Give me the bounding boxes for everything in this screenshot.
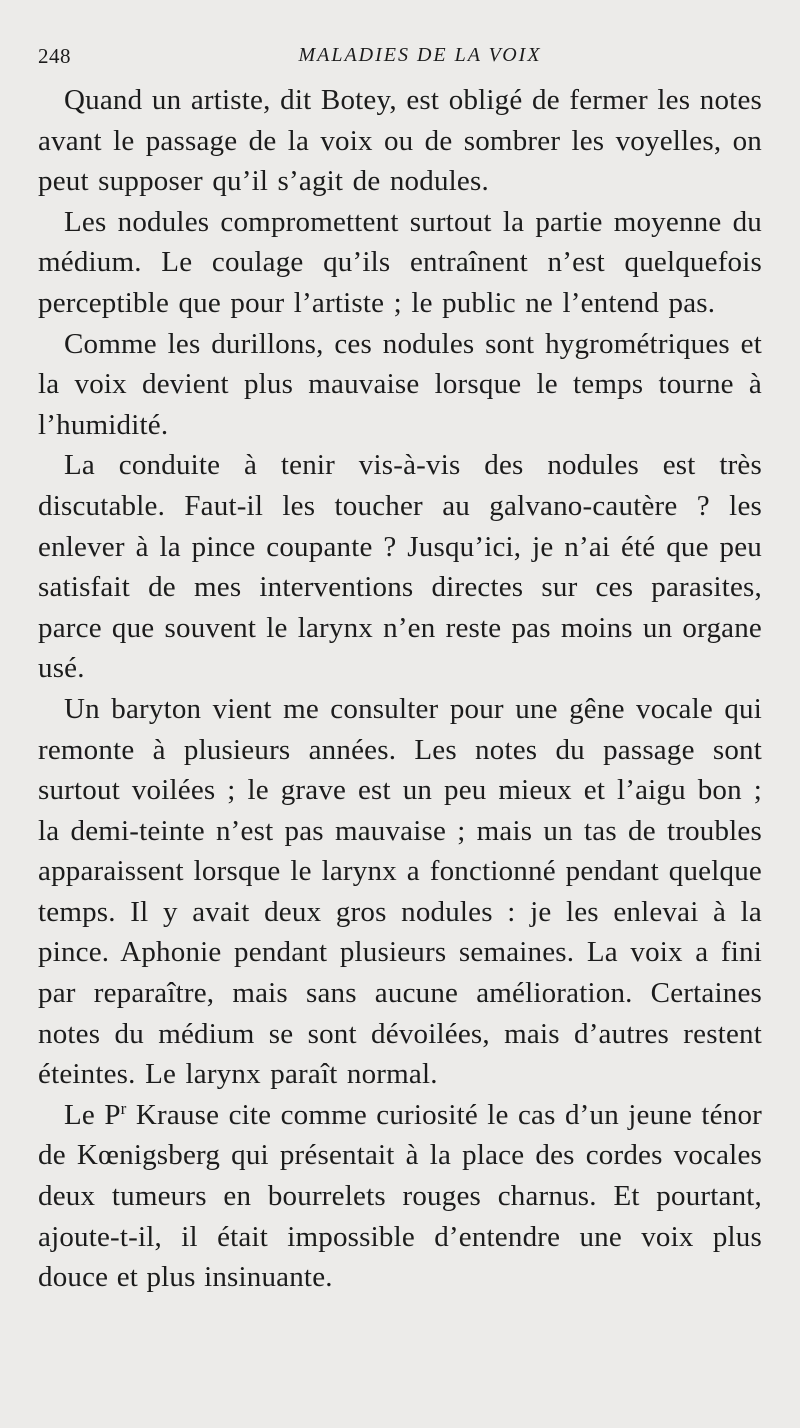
paragraph-4: La conduite à tenir vis-à-vis des nodules est très discutable. Faut-il les toucher au galvano-cautère ? les enlever à la pince coupante ? Jusqu’ici, je n’ai été que peu satisfait de mes interventions directes sur ces parasites, parce que souvent le larynx n’en reste pas moins un organe usé. bbox=[38, 449, 762, 685]
paragraph-6-rest: Krause cite comme curiosité le cas d’un jeune ténor de Kœnigsberg qui présentait à la place des cordes vocales deux tumeurs en bourrelets rouges charnus. Et pourtant, ajoute-t-il, il était impossible d’entendre une voix plus douce et plus insinuante. bbox=[38, 1098, 762, 1294]
paragraph-6-start: Le P bbox=[64, 1098, 121, 1131]
paragraph-1: Quand un artiste, dit Botey, est obligé de fermer les notes avant le passage de la voix ou de sombrer les voyelles, on peut supposer qu’il s’agit de nodules. bbox=[38, 84, 762, 198]
paragraph-3: Comme les durillons, ces nodules sont hygrométriques et la voix devient plus mauvaise lorsque le temps tourne à l’humidité. bbox=[38, 327, 762, 441]
page-number: 248 bbox=[38, 44, 71, 68]
body-text bbox=[38, 80, 762, 1298]
running-title: MALADIES DE LA VOIX bbox=[298, 44, 542, 66]
paragraph-5: Un baryton vient me consulter pour une gêne vocale qui remonte à plusieurs années. Les notes du passage sont surtout voilées ; le grave est un peu mieux et l’aigu bon ; la demi-teinte n’est pas mauvaise ; mais un tas de troubles apparaissent lorsque le larynx a fonctionné pendant quelque temps. Il y avait deux gros nodules : je les enlevai à la pince. Aphonie pendant plusieurs semaines. La voix a fini par reparaître, mais sans aucune amélioration. Certaines notes du médium se sont dévoilées, mais d’autres restent éteintes. Le larynx paraît normal. bbox=[38, 692, 762, 1091]
paragraph-6 bbox=[38, 1095, 762, 1298]
paragraph-2: Les nodules compromettent surtout la partie moyenne du médium. Le coulage qu’ils entraînent n’est quelquefois perceptible que pour l’artiste ; le public ne l’entend pas. bbox=[38, 205, 762, 319]
superscript-r: r bbox=[120, 1098, 127, 1118]
running-head bbox=[38, 34, 762, 74]
